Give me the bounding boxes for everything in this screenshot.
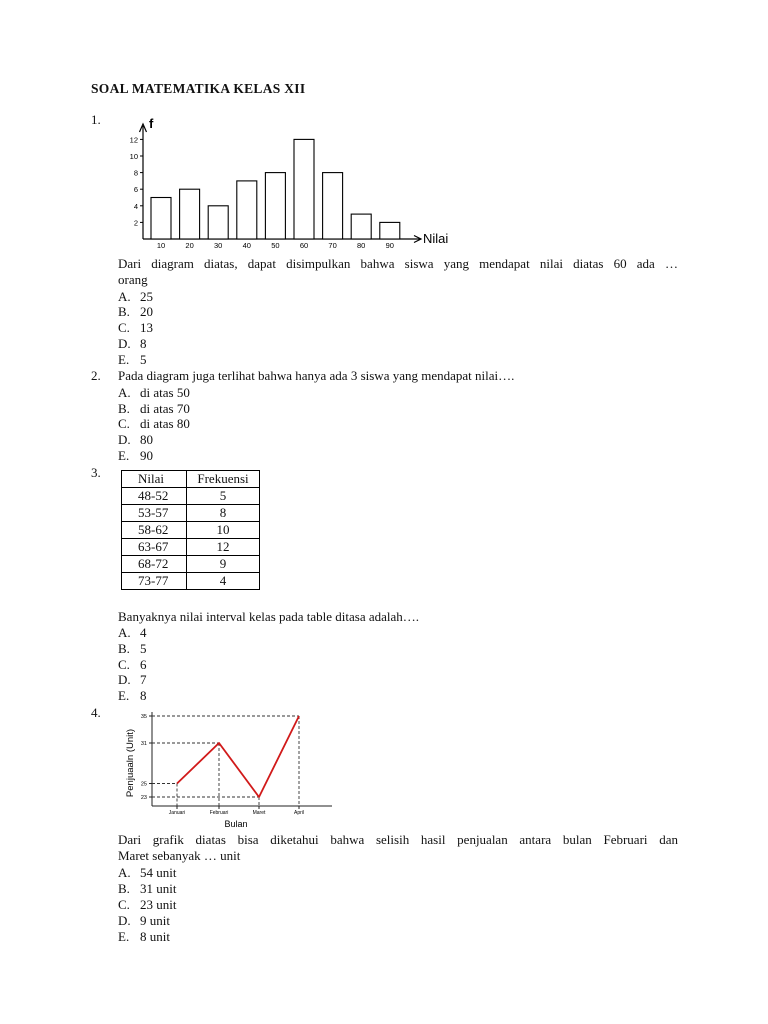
question-4-text-line2: Maret sebanyak … unit — [118, 848, 241, 863]
y-axis-label: Penjuaaln (Unit) — [125, 728, 136, 798]
table-row — [122, 488, 260, 505]
q1-option-d[interactable] — [118, 336, 147, 352]
bar — [323, 173, 343, 239]
option-letter: A. — [118, 289, 131, 304]
x-tick-label: 70 — [328, 241, 337, 250]
table-row — [122, 556, 260, 573]
option-letter: D. — [118, 336, 131, 351]
option-text: 8 unit — [140, 929, 170, 944]
question-2-text: Pada diagram juga terlihat bahwa hanya ada 3 siswa yang mendapat nilai…. — [118, 368, 515, 383]
table-cell-frequency: 8 — [187, 505, 260, 522]
y-tick-label: 25 — [140, 781, 147, 788]
q3-option-b[interactable] — [118, 641, 147, 657]
x-axis-label: Bulan — [224, 819, 248, 829]
q2-option-c[interactable] — [118, 416, 190, 432]
question-4-text-line1: Dari grafik diatas bisa diketahui bahwa selisih hasil penjualan antara bulan Februari dan — [118, 832, 678, 847]
bar — [208, 206, 228, 239]
option-letter: E. — [118, 448, 130, 463]
q2-option-b[interactable] — [118, 401, 190, 417]
bar — [237, 181, 257, 239]
table-header-row — [122, 471, 260, 488]
option-text: di atas 70 — [140, 401, 190, 416]
question-2-number: 2. — [91, 368, 101, 383]
y-tick-label: 6 — [133, 185, 138, 195]
x-tick-label: 90 — [385, 241, 394, 250]
option-letter: A. — [118, 625, 131, 640]
option-letter: C. — [118, 320, 130, 335]
option-text: 54 unit — [140, 865, 177, 880]
table-cell-interval: 73-77 — [122, 573, 187, 590]
bar — [351, 214, 371, 239]
table-row — [122, 573, 260, 590]
table-cell-interval: 63-67 — [122, 539, 187, 556]
table-row — [122, 522, 260, 539]
y-axis-label: f — [149, 116, 154, 131]
option-text: 8 — [140, 688, 147, 703]
table-header-frekuensi: Frekuensi — [187, 471, 260, 488]
option-letter: C. — [118, 897, 130, 912]
table-cell-interval: 53-57 — [122, 505, 187, 522]
x-tick-label: Januari — [168, 810, 186, 816]
x-tick-label: 60 — [299, 241, 309, 250]
option-text: 80 — [140, 432, 153, 447]
option-letter: B. — [118, 641, 130, 656]
option-letter: A. — [118, 865, 131, 880]
x-tick-label: 10 — [156, 241, 166, 250]
q2-option-e[interactable] — [118, 448, 153, 464]
x-tick-label: 20 — [185, 241, 194, 250]
q1-option-a[interactable] — [118, 289, 153, 305]
q1-option-c[interactable] — [118, 320, 153, 336]
question-4-number: 4. — [91, 705, 101, 720]
q1-option-b[interactable] — [118, 304, 153, 320]
bar — [294, 139, 314, 239]
option-letter: D. — [118, 432, 131, 447]
table-cell-interval: 68-72 — [122, 556, 187, 573]
option-letter: C. — [118, 657, 130, 672]
frequency-table — [121, 470, 260, 590]
option-text: 25 — [140, 289, 153, 304]
line-chart — [118, 704, 348, 832]
q3-option-a[interactable] — [118, 625, 147, 641]
option-letter: B. — [118, 401, 130, 416]
option-letter: B. — [118, 881, 130, 896]
table-cell-frequency: 9 — [187, 556, 260, 573]
sales-line — [177, 716, 299, 797]
bar-chart — [115, 112, 455, 252]
option-text: 7 — [140, 672, 147, 687]
option-text: 9 unit — [140, 913, 170, 928]
y-tick-label: 35 — [140, 714, 147, 720]
x-tick-label: Maret — [252, 810, 266, 816]
bar — [151, 198, 171, 240]
option-letter: E. — [118, 352, 130, 367]
y-tick-label: 8 — [133, 168, 138, 178]
y-tick-label: 2 — [133, 218, 138, 228]
option-letter: E. — [118, 929, 130, 944]
question-3-number: 3. — [91, 465, 101, 480]
q4-option-d[interactable] — [118, 913, 170, 929]
option-letter: A. — [118, 385, 131, 400]
option-text: 23 unit — [140, 897, 177, 912]
y-tick-label: 4 — [133, 201, 138, 211]
option-text: di atas 50 — [140, 385, 190, 400]
q3-option-c[interactable] — [118, 657, 147, 673]
table-header-nilai: Nilai — [122, 471, 187, 488]
option-text: 90 — [140, 448, 153, 463]
bar — [180, 189, 200, 239]
option-letter: C. — [118, 416, 130, 431]
q4-option-a[interactable] — [118, 865, 176, 881]
bar — [265, 173, 285, 239]
table-row — [122, 539, 260, 556]
page-title: SOAL MATEMATIKA KELAS XII — [91, 81, 306, 96]
option-letter: E. — [118, 688, 130, 703]
y-tick-label: 10 — [129, 152, 138, 161]
q3-option-d[interactable] — [118, 672, 147, 688]
x-tick-label: 40 — [242, 241, 251, 250]
question-1-text-line2: orang — [118, 272, 148, 287]
table-row — [122, 505, 260, 522]
option-text: 8 — [140, 336, 147, 351]
table-cell-frequency: 12 — [187, 539, 260, 556]
option-text: 5 — [140, 352, 147, 367]
bar — [380, 222, 400, 239]
option-text: di atas 80 — [140, 416, 190, 431]
x-tick-label: April — [293, 810, 305, 816]
y-tick-label: 31 — [140, 741, 147, 747]
table-cell-frequency: 5 — [187, 488, 260, 505]
option-text: 13 — [140, 320, 153, 335]
q3-option-e[interactable] — [118, 688, 147, 704]
table-cell-interval: 58-62 — [122, 522, 187, 539]
y-tick-label: 12 — [129, 135, 138, 145]
option-text: 31 unit — [140, 881, 177, 896]
x-tick-label: 50 — [271, 241, 280, 250]
option-letter: D. — [118, 672, 131, 687]
x-tick-label: 30 — [214, 241, 223, 250]
option-text: 6 — [140, 657, 147, 672]
q4-option-e[interactable] — [118, 929, 170, 945]
q2-option-a[interactable] — [118, 385, 190, 401]
option-text: 4 — [140, 625, 147, 640]
x-tick-label: 80 — [357, 241, 366, 250]
x-tick-label: Februari — [209, 810, 229, 816]
q2-option-d[interactable] — [118, 432, 153, 448]
x-axis-label: Nilai — [423, 231, 449, 246]
option-letter: B. — [118, 304, 130, 319]
option-text: 20 — [140, 304, 153, 319]
table-cell-interval: 48-52 — [122, 488, 187, 505]
question-1-number: 1. — [91, 112, 101, 127]
question-1-text-line1: Dari diagram diatas, dapat disimpulkan bahwa siswa yang mendapat nilai diatas 60 ada … — [118, 256, 678, 271]
q4-option-b[interactable] — [118, 881, 176, 897]
option-text: 5 — [140, 641, 147, 656]
q4-option-c[interactable] — [118, 897, 176, 913]
y-tick-label: 23 — [140, 795, 147, 801]
q1-option-e[interactable] — [118, 352, 147, 368]
option-letter: D. — [118, 913, 131, 928]
table-cell-frequency: 4 — [187, 573, 260, 590]
question-3-text: Banyaknya nilai interval kelas pada table ditasa adalah…. — [118, 609, 420, 624]
table-cell-frequency: 10 — [187, 522, 260, 539]
